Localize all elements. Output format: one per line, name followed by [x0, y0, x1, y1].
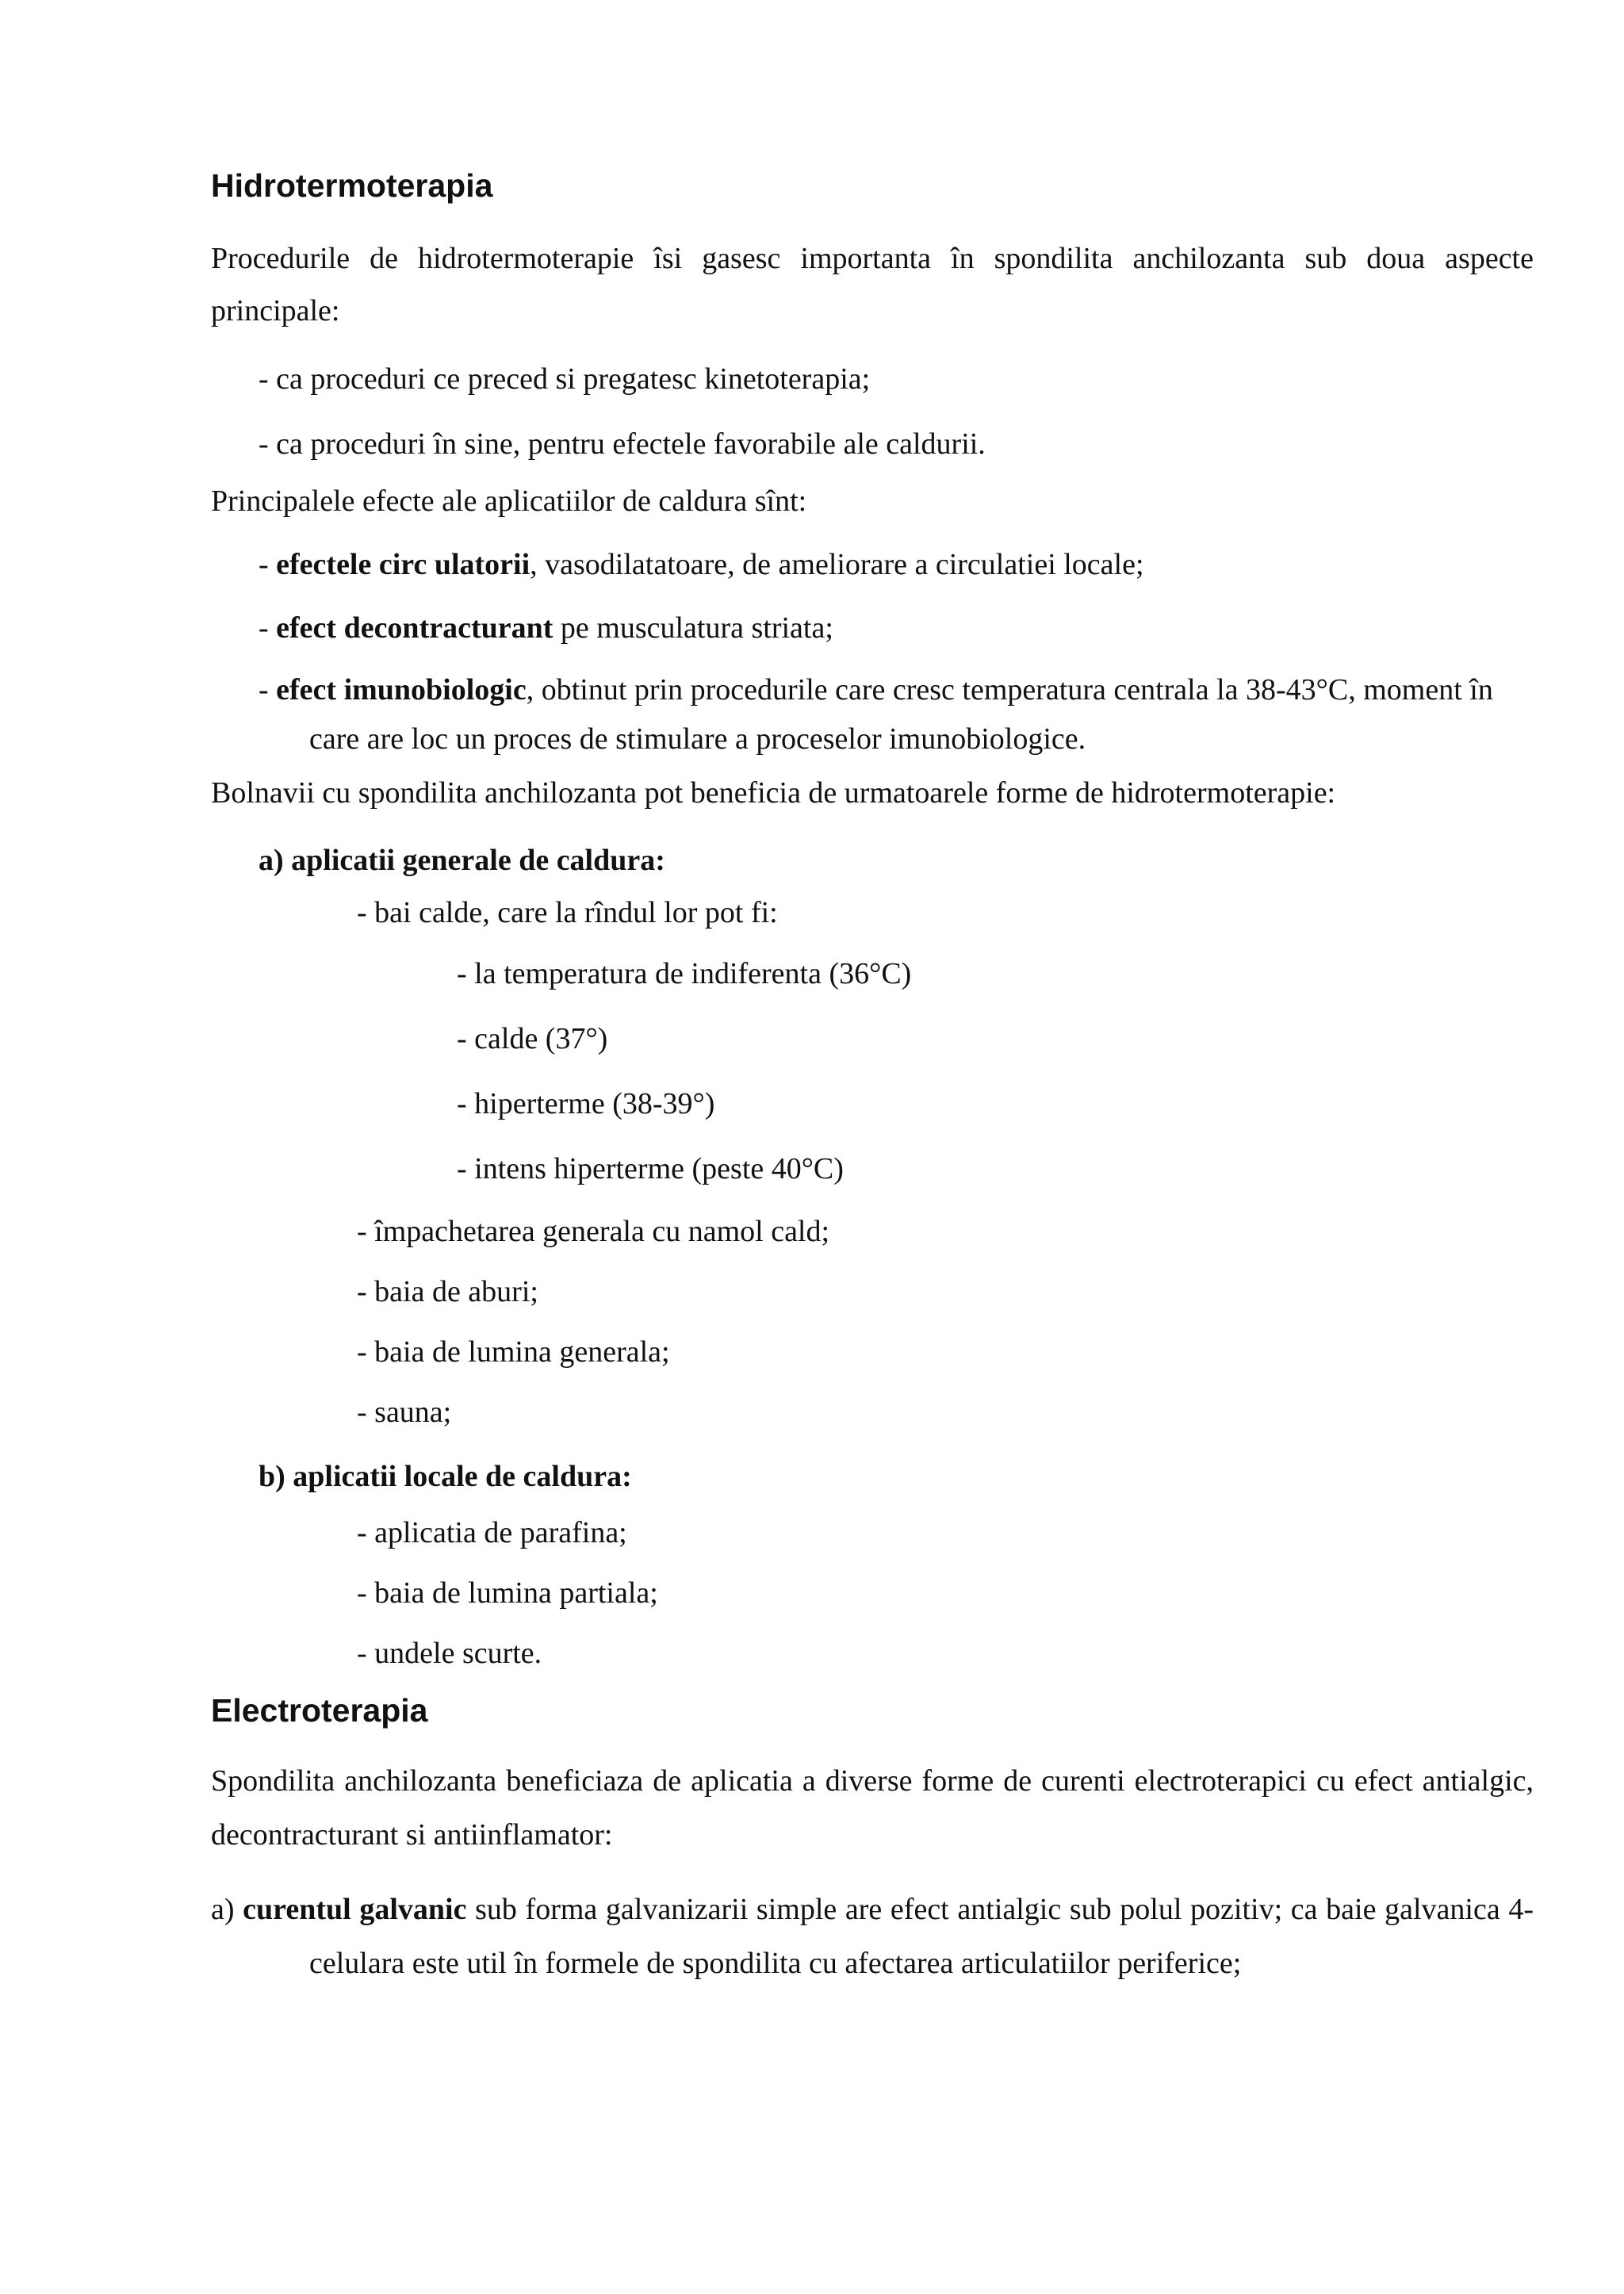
effects-intro-paragraph: Principalele efecte ale aplicatiilor de caldura sînt:: [211, 484, 807, 519]
galvanic-term: curentul galvanic: [243, 1893, 467, 1927]
local-heat-applications: [211, 1450, 1534, 1683]
effects-list: [211, 538, 1534, 764]
hidro-intro-paragraph: Procedurile de hidrotermoterapie îsi gasesc importanta în spondilita anchilozanta sub doua aspecte principale:: [211, 242, 1534, 328]
list-item: - baia de lumina generala;: [357, 1335, 670, 1369]
list-item: - efectele circ ulatorii, vasodilatatoare, de ameliorare a circulatiei locale;: [259, 548, 1144, 582]
electro-intro-paragraph: Spondilita anchilozanta beneficiaza de aplicatia a diverse forme de curenti electroterapici cu efect antialgic, decontracturant si antiinflamator:: [211, 1764, 1534, 1852]
list-item: - ca proceduri în sine, pentru efectele favorabile ale caldurii.: [259, 427, 986, 461]
list-item: - la temperatura de indiferenta (36°C): [457, 957, 912, 991]
effect-term: efect imunobiologic: [276, 673, 527, 707]
list-item: - sauna;: [357, 1396, 452, 1430]
list-item: - baia de lumina partiala;: [357, 1576, 658, 1610]
list-item: - ca proceduri ce preced si pregatesc kinetoterapia;: [259, 362, 871, 396]
list-item: - efect imunobiologic, obtinut prin procedurile care cresc temperatura centrala la 38-43°C, moment în care are loc un proces de stimulare a proceselor imunobiologice.: [259, 673, 1493, 756]
list-item: - bai calde, care la rîndul lor pot fi:: [357, 896, 778, 930]
temperature-list: [211, 941, 1534, 1201]
subsection-heading: a) aplicatii generale de caldura:: [259, 844, 665, 878]
list-item: - baia de aburi;: [357, 1275, 538, 1309]
list-item: - undele scurte.: [357, 1637, 542, 1671]
galvanic-current-paragraph: a) curentul galvanic sub forma galvanizarii simple are efect antialgic sub polul pozitiv; ca baie galvanica 4-celulara este util în formele de spondilita cu afectarea articulatiilor periferice;: [211, 1893, 1534, 1981]
subsection-heading: b) aplicatii locale de caldura:: [259, 1460, 632, 1494]
general-heat-applications: [211, 837, 1534, 1442]
list-item: - intens hiperterme (peste 40°C): [457, 1152, 844, 1186]
list-item: - împachetarea generala cu namol cald;: [357, 1215, 830, 1249]
document-page: [211, 167, 1534, 1990]
list-item: - calde (37°): [457, 1022, 608, 1056]
list-item: - aplicatia de parafina;: [357, 1516, 627, 1550]
effect-term: efect decontracturant: [276, 611, 553, 645]
section-title-hidrotermoterapia: Hidrotermoterapia: [211, 167, 493, 204]
section-title-electroterapia: Electroterapia: [211, 1692, 428, 1729]
effect-term: efectele circ ulatorii: [276, 548, 530, 582]
list-item: - efect decontracturant pe musculatura striata;: [259, 611, 833, 645]
list-item: - hiperterme (38-39°): [457, 1087, 715, 1121]
forms-intro-paragraph: Bolnavii cu spondilita anchilozanta pot beneficia de urmatoarele forme de hidrotermoterapie:: [211, 776, 1336, 810]
aspects-list: [211, 353, 1534, 470]
